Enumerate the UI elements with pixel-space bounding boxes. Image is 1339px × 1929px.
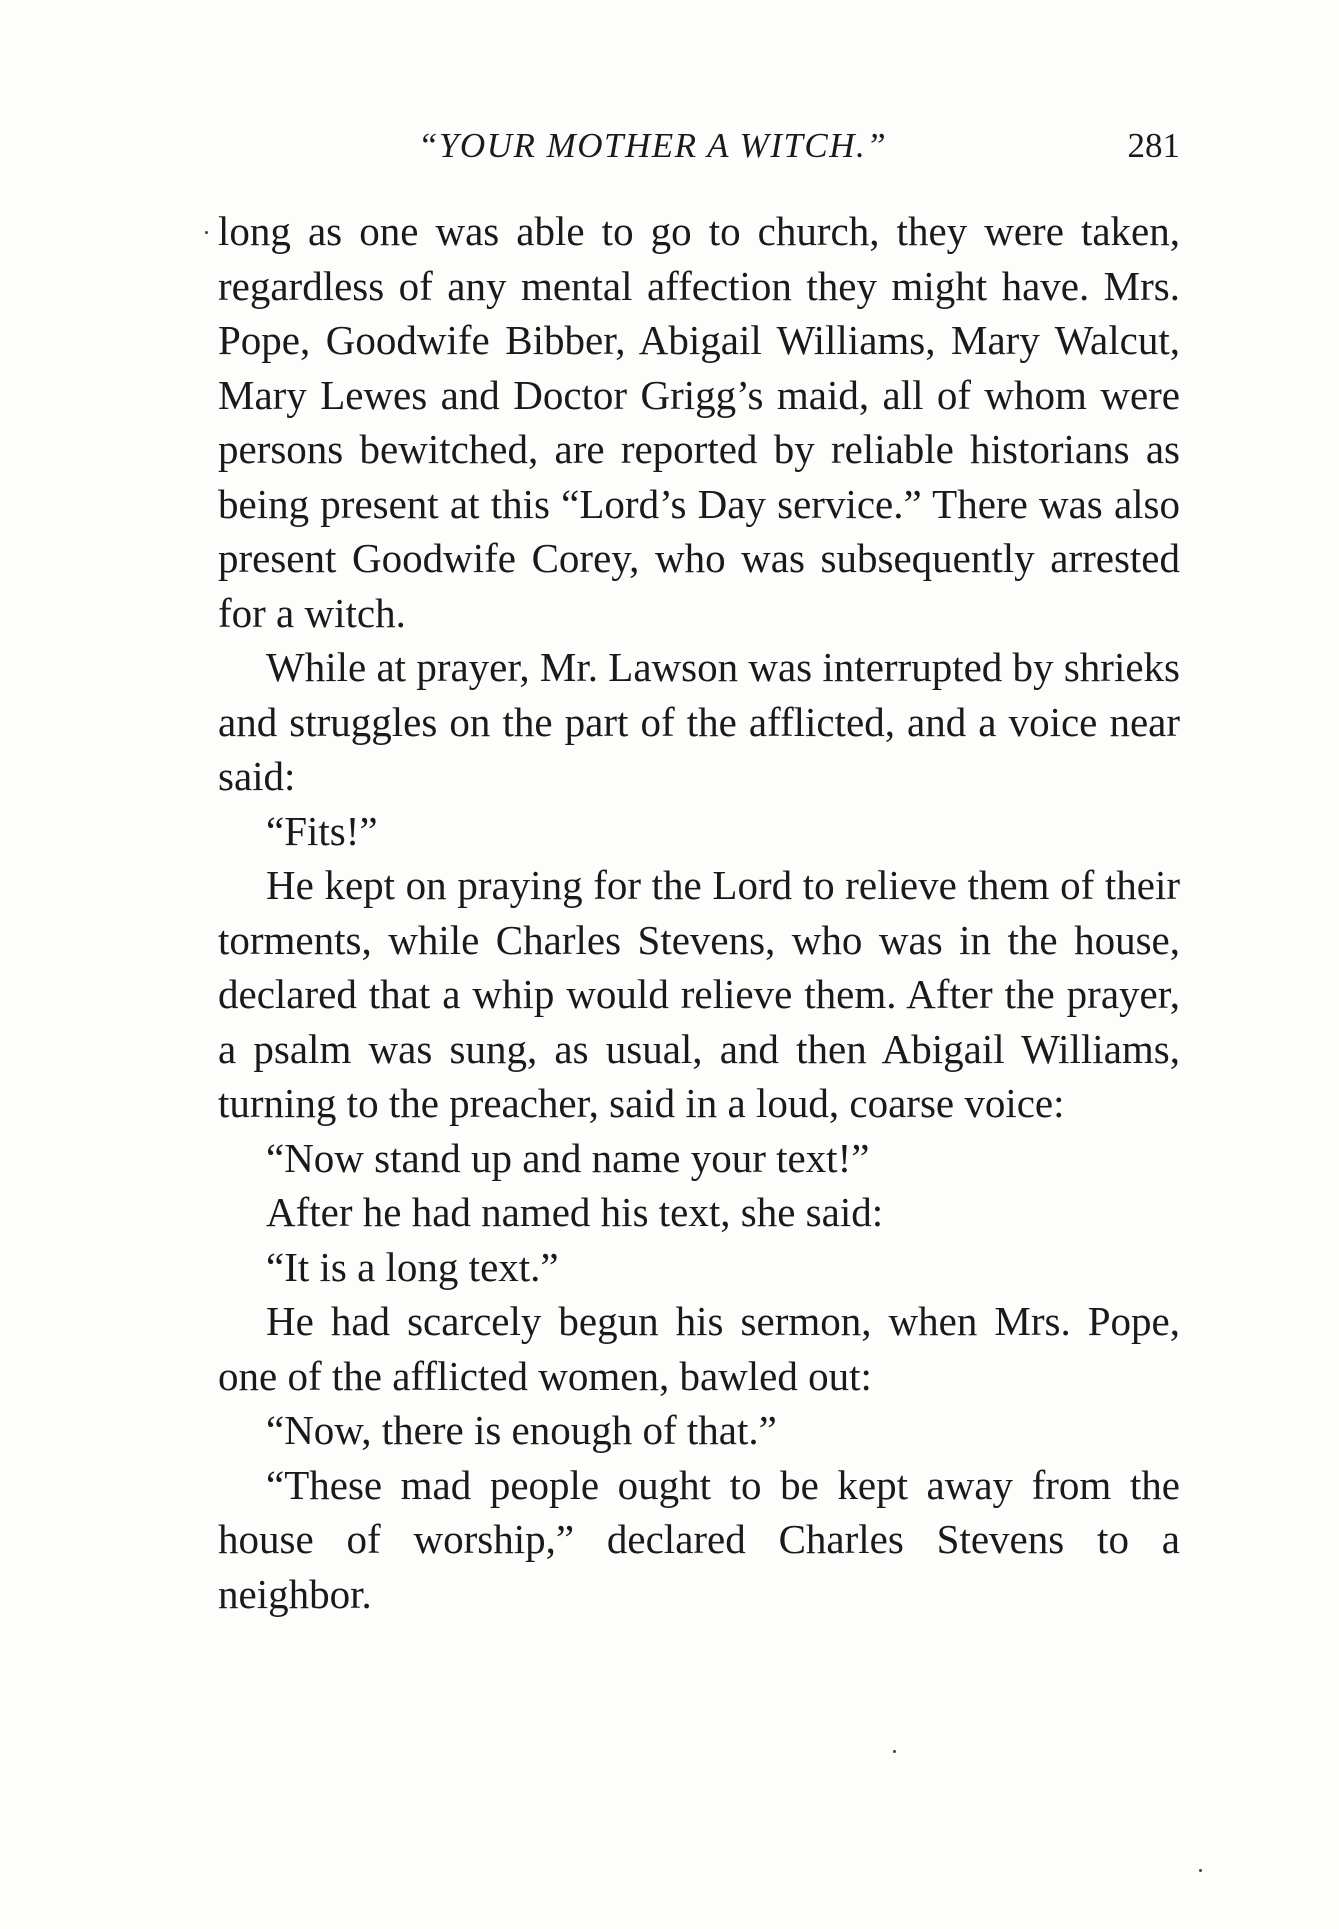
paragraph: He kept on praying for the Lord to relieve them of their torments, while Charles Stevens, who was in the house, declared that a whip would relieve them. After the prayer, a psalm was sung, as usual, and then Abigail Williams, turning to the preacher, said in a loud, coarse voice: <box>218 862 1180 1126</box>
ink-speck <box>1199 1869 1202 1872</box>
body-text <box>218 204 1180 1621</box>
quote-line: “It is a long text.” <box>266 1243 559 1290</box>
quote-line: “Now, there is enough of that.” <box>266 1407 777 1453</box>
paragraph: While at prayer, Mr. Lawson was interrupted by shrieks and struggles on the part of the afflicted, and a voice near said: <box>218 644 1180 799</box>
running-title: “YOUR MOTHER A WITCH.” <box>418 126 888 165</box>
paragraph: He had scarcely begun his sermon, when Mrs. Pope, one of the afflicted women, bawled out: <box>218 1298 1180 1399</box>
paragraph: After he had named his text, she said: <box>266 1189 884 1235</box>
quote-line: “Now stand up and name your text!” <box>266 1134 870 1181</box>
page-number: 281 <box>1127 126 1180 165</box>
paragraph: “These mad people ought to be kept away from the house of worship,” declared Charles Stevens to a neighbor. <box>218 1461 1180 1617</box>
ink-speck <box>205 231 208 234</box>
paragraph-continued: long as one was able to go to church, they were taken, regardless of any mental affection they might have. Mrs. Pope, Goodwife Bibber, Abigail Williams, Mary Walcut, Mary Lewes and Doctor Grigg’s maid, all of whom were persons bewitched, are reported by reliable historians as being present at this “Lord’s Day service.” There was also present Goodwife Corey, who was subsequently arrested for a witch. <box>218 208 1180 636</box>
quote-line: “Fits!” <box>266 807 378 854</box>
running-head <box>218 126 1180 176</box>
ink-speck <box>893 1750 896 1753</box>
